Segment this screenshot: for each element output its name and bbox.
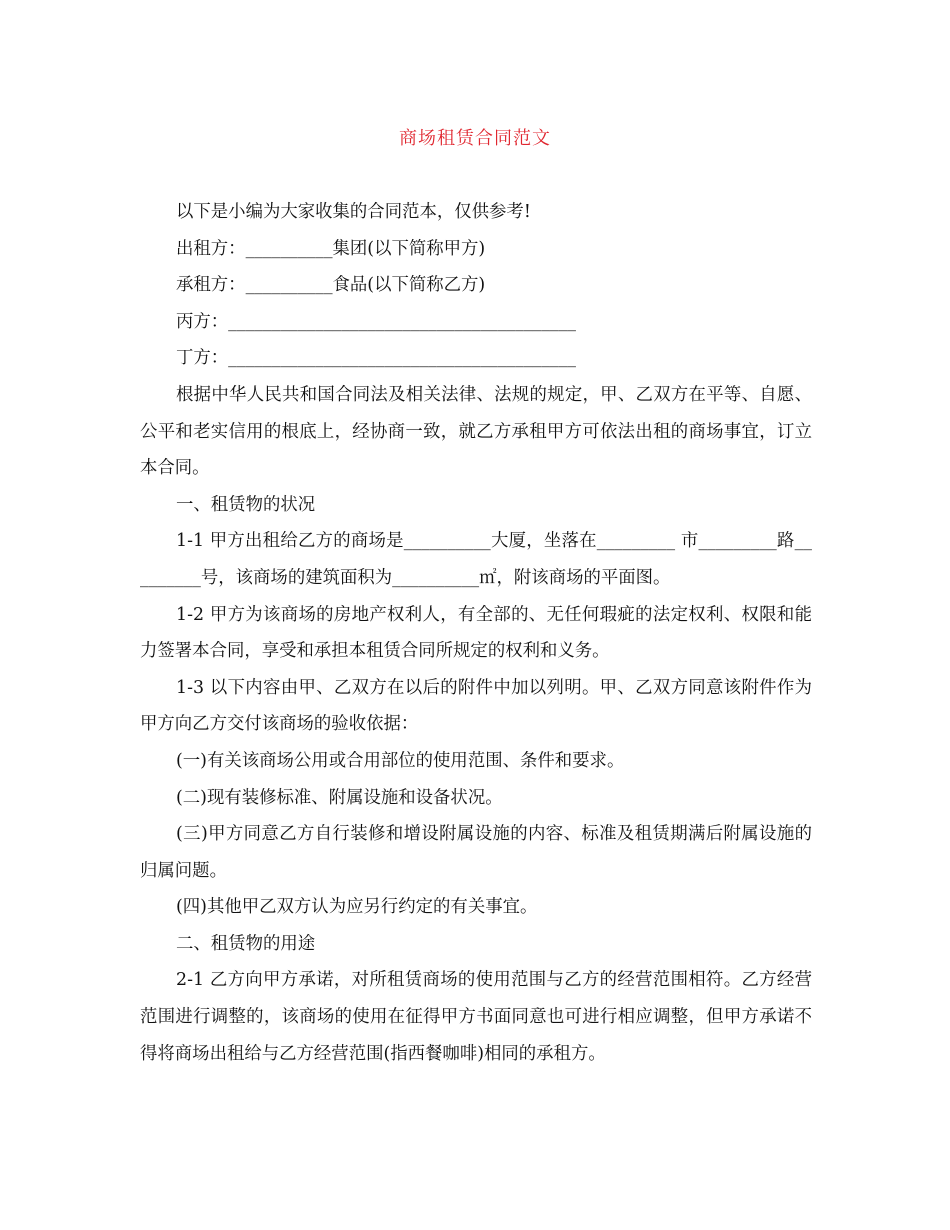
preamble-paragraph: 根据中华人民共和国合同法及相关法律、法规的规定，甲、乙双方在平等、自愿、公平和老实信用的根底上，经协商一致，就乙方承租甲方可依法出租的商场事宜，订立本合同。 — [140, 384, 812, 479]
section-heading-2: 二、租赁物的用途 — [176, 933, 316, 954]
clause-2-1: 2-1 乙方向甲方承诺，对所租赁商场的使用范围与乙方的经营范围相符。乙方经营范围进行调整的，该商场的使用在征得甲方书面同意也可进行相应调整，但甲方承诺不得将商场出租给与乙方经营范围(指西餐咖啡)相同的承租方。 — [140, 970, 812, 1064]
list-item-2: (二)现有装修标准、附属设施和设备状况。 — [176, 787, 503, 808]
list-item-1: (一)有关该商场公用或合用部位的使用范围、条件和要求。 — [176, 750, 625, 771]
clause-1-2: 1-2 甲方为该商场的房地产权利人，有全部的、无任何瑕疵的法定权利、权限和能力签署本合同，享受和承担本租赁合同所规定的权利和义务。 — [140, 604, 812, 662]
list-item-3: (三)甲方同意乙方自行装修和增设附属设施的内容、标准及租赁期满后附属设施的归属问题。 — [140, 824, 812, 881]
party-d-line: 丁方：________________________________________ — [176, 348, 576, 369]
document-title: 商场租赁合同范文 — [399, 128, 551, 149]
section-heading-1: 一、租赁物的状况 — [176, 494, 316, 515]
lessee-line: 承租方：__________食品(以下简称乙方) — [176, 275, 486, 296]
clause-1-3: 1-3 以下内容由甲、乙双方在以后的附件中加以列明。甲、乙双方同意该附件作为甲方向乙方交付该商场的验收依据： — [140, 677, 812, 735]
intro-paragraph: 以下是小编为大家收集的合同范本，仅供参考! — [176, 202, 531, 222]
clause-1-1: 1-1 甲方出租给乙方的商场是__________大厦，坐落在_________ 市_________路_________号，该商场的建筑面积为__________㎡，附该商场的平面图。 — [140, 531, 812, 588]
document-body — [140, 194, 812, 1072]
party-c-line: 丙方：________________________________________ — [176, 311, 576, 332]
list-item-4: (四)其他甲乙双方认为应另行约定的有关事宜。 — [176, 897, 538, 918]
lessor-line: 出租方：__________集团(以下简称甲方) — [176, 238, 486, 259]
